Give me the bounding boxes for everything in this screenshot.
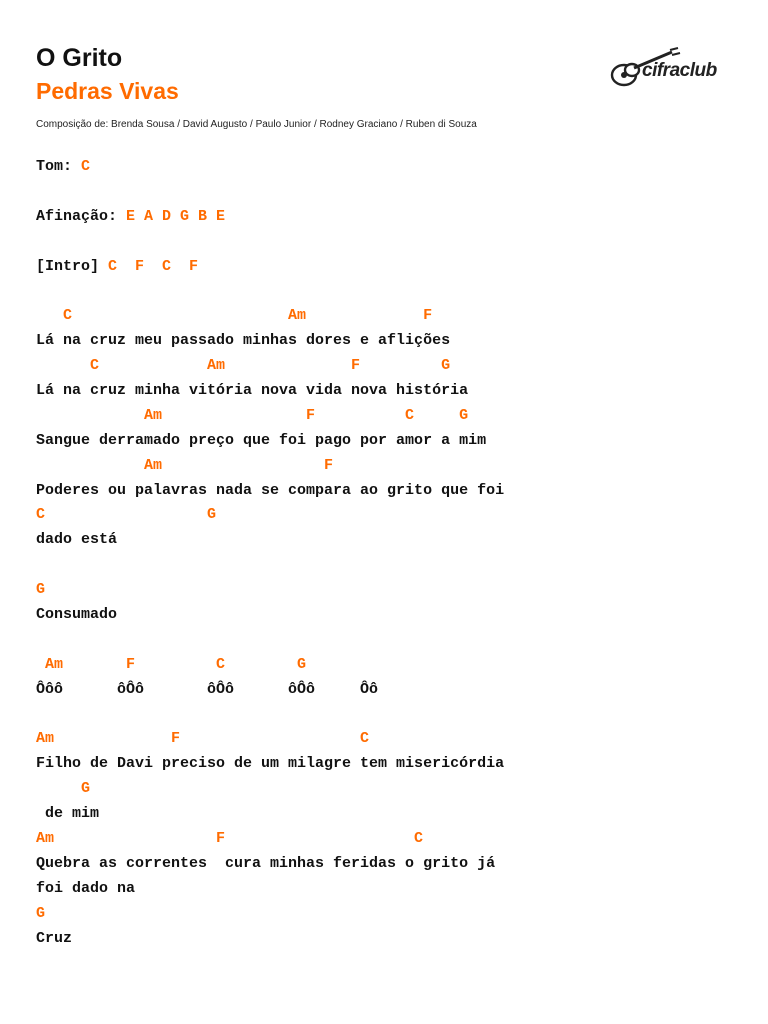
lyric-line: foi dado na xyxy=(36,879,136,897)
chord-line[interactable]: Am F C xyxy=(36,830,424,848)
intro-line xyxy=(36,255,756,280)
chord-line[interactable]: C Am F G xyxy=(36,357,451,375)
lyric-line: Ôôô ôÔô ôÔô ôÔô Ôô xyxy=(36,680,379,698)
chord-line[interactable]: Am F C G xyxy=(36,655,307,673)
lyric-line: Cruz xyxy=(36,929,73,947)
blank-line xyxy=(36,553,756,578)
intro-chords[interactable]: C F C F xyxy=(108,257,199,275)
lyric-line: Lá na cruz meu passado minhas dores e aflições xyxy=(36,332,451,350)
spacer xyxy=(36,230,756,255)
lyric-line: de mim xyxy=(36,805,100,823)
key-label: Tom: xyxy=(36,158,82,175)
chord-line[interactable]: C G xyxy=(36,506,217,524)
chord-sheet xyxy=(36,155,756,952)
lyric-line: Filho de Davi preciso de um milagre tem misericórdia xyxy=(36,755,505,773)
lyric-line: Lá na cruz minha vitória nova vida nova história xyxy=(36,382,469,400)
intro-label: [Intro] xyxy=(36,257,109,275)
lyric-line: dado está xyxy=(36,531,118,549)
spacer xyxy=(36,279,756,304)
logo-text: cifraclub xyxy=(642,60,717,81)
cifraclub-logo[interactable] xyxy=(606,46,724,92)
lyric-line: Quebra as correntes cura minhas feridas o grito já xyxy=(36,854,496,872)
spacer xyxy=(36,180,756,205)
artist-name[interactable]: Pedras Vivas xyxy=(36,78,179,104)
key-line xyxy=(36,155,756,180)
chord-line[interactable]: Am F xyxy=(36,456,334,474)
composers: Composição de: Brenda Sousa / David Augusto / Paulo Junior / Rodney Graciano / Ruben di Souza xyxy=(36,119,477,130)
chord-line[interactable]: G xyxy=(36,581,46,599)
chord-line[interactable]: G xyxy=(36,904,46,922)
chord-line[interactable]: C Am F xyxy=(36,307,433,325)
song-body xyxy=(36,304,756,951)
chord-line[interactable]: G xyxy=(36,780,91,798)
tuning-line xyxy=(36,205,756,230)
chord-line[interactable]: Am F C xyxy=(36,730,370,748)
chord-line[interactable]: Am F C G xyxy=(36,406,469,424)
lyric-line: Consumado xyxy=(36,606,118,624)
key-value[interactable]: C xyxy=(81,158,91,175)
blank-line xyxy=(36,703,756,728)
lyric-line: Sangue derramado preço que foi pago por amor a mim xyxy=(36,431,487,449)
song-title: O Grito xyxy=(36,44,123,72)
blank-line xyxy=(36,628,756,653)
tuning-label: Afinação: xyxy=(36,207,127,225)
tuning-value[interactable]: E A D G B E xyxy=(126,207,226,225)
lyric-line: Poderes ou palavras nada se compara ao grito que foi xyxy=(36,481,505,499)
